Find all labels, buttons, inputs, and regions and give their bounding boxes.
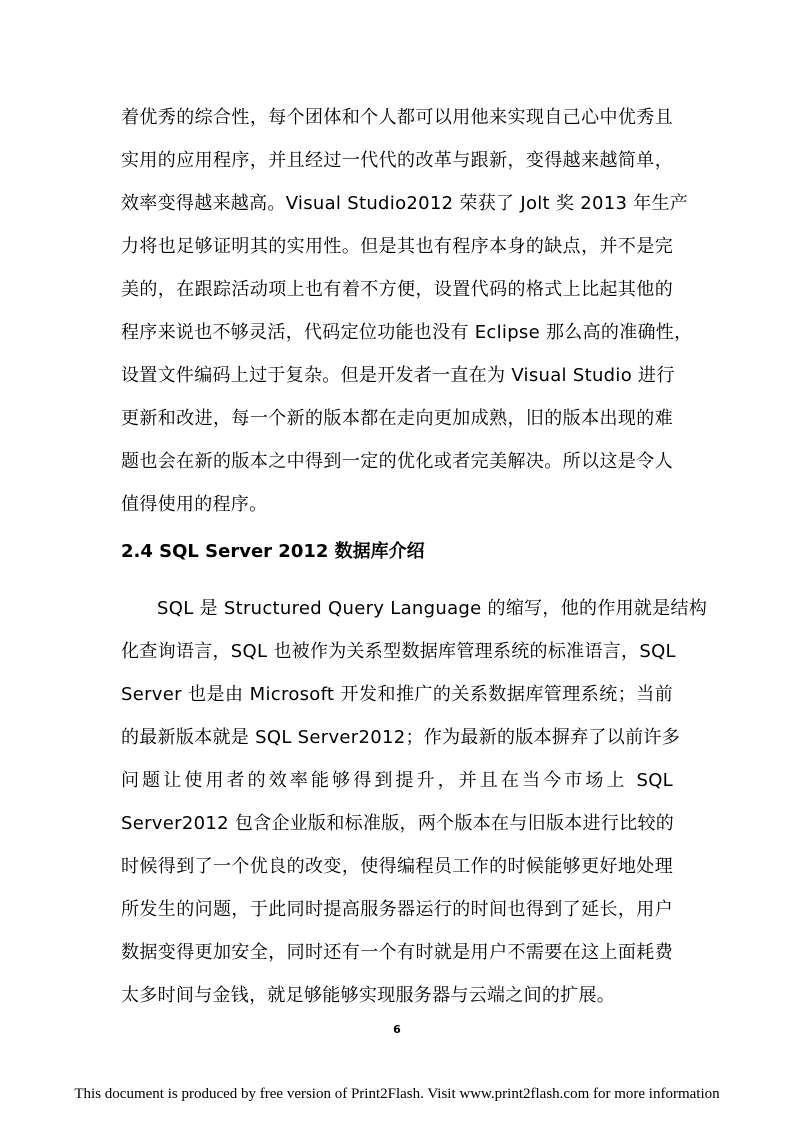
paragraph-line: 的最新版本就是 SQL Server2012；作为最新的版本摒弃了以前许多: [121, 727, 680, 748]
paragraph-line: 效率变得越来越高。Visual Studio2012 荣获了 Jolt 奖 2013 年生产: [121, 193, 689, 214]
paragraph-line: 值得使用的程序。: [121, 494, 268, 515]
paragraph-line: Server 也是由 Microsoft 开发和推广的关系数据库管理系统；当前: [121, 684, 673, 705]
section-heading: 2.4 SQL Server 2012 数据库介绍: [121, 541, 425, 562]
paragraph-line: 美的，在跟踪活动项上也有着不方便，设置代码的格式上比起其他的: [121, 279, 673, 300]
paragraph-line: 化查询语言，SQL 也被作为关系型数据库管理系统的标准语言，SQL: [121, 641, 676, 662]
paragraph-line: 力将也足够证明其的实用性。但是其也有程序本身的缺点，并不是完: [121, 236, 673, 257]
paragraph-line: 太多时间与金钱，就足够能够实现服务器与云端之间的扩展。: [121, 985, 616, 1006]
paragraph-line: 题也会在新的版本之中得到一定的优化或者完美解决。所以这是令人: [121, 451, 673, 472]
paragraph-line: 时候得到了一个优良的改变，使得编程员工作的时候能够更好地处理: [121, 856, 673, 877]
paragraph-line: 更新和改进，每一个新的版本都在走向更加成熟，旧的版本出现的难: [121, 408, 673, 429]
paragraph-line: 所发生的问题，于此同时提高服务器运行的时间也得到了延长，用户: [121, 899, 673, 920]
page-number: 6: [393, 1023, 401, 1036]
paragraph-line: 设置文件编码上过于复杂。但是开发者一直在为 Visual Studio 进行: [121, 365, 675, 386]
paragraph-line: 实用的应用程序，并且经过一代代的改革与跟新，变得越来越简单，: [121, 150, 673, 171]
paragraph-line: SQL 是 Structured Query Language 的缩写，他的作用就是结构: [157, 598, 708, 619]
paragraph-line: 问题让使用者的效率能够得到提升，并且在当今市场上 SQL: [121, 770, 673, 791]
footer-notice: This document is produced by free version of Print2Flash. Visit www.print2flash.com for more information: [74, 1086, 720, 1102]
paragraph-line: 程序来说也不够灵活，代码定位功能也没有 Eclipse 那么高的准确性，: [121, 322, 693, 343]
paragraph-line: 着优秀的综合性，每个团体和个人都可以用他来实现自己心中优秀且: [121, 107, 673, 128]
paragraph-line: 数据变得更加安全，同时还有一个有时就是用户不需要在这上面耗费: [121, 942, 673, 963]
paragraph-line: Server2012 包含企业版和标准版，两个版本在与旧版本进行比较的: [121, 813, 675, 834]
